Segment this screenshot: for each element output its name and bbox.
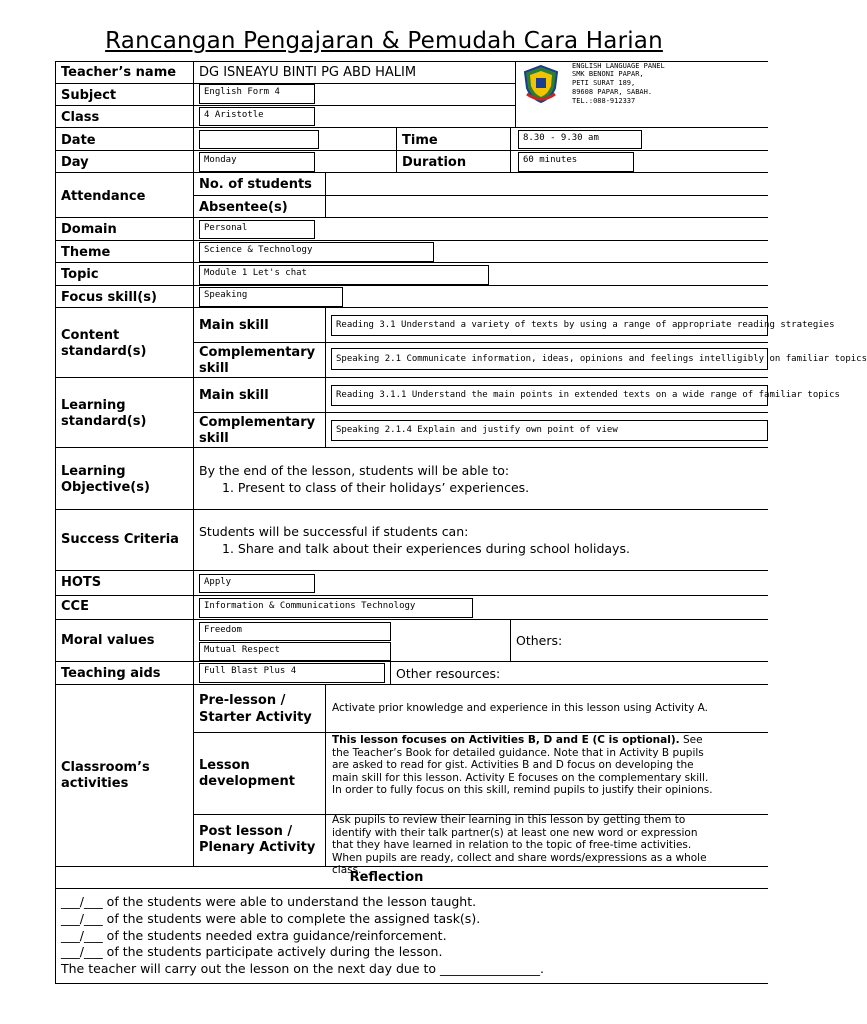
hots-field[interactable]: Apply bbox=[199, 574, 315, 593]
row-divider bbox=[55, 285, 768, 286]
content-standard-label-1: Content bbox=[61, 328, 120, 343]
column-divider bbox=[515, 61, 516, 128]
row-divider bbox=[193, 412, 768, 413]
class-label: Class bbox=[61, 110, 100, 125]
moral-values-label: Moral values bbox=[61, 633, 155, 648]
reflection-line-2: ___/___ of the students were able to complete the assigned task(s). bbox=[61, 911, 481, 926]
reflection-line-5: The teacher will carry out the lesson on the next day due to ________________. bbox=[61, 961, 544, 976]
hots-label: HOTS bbox=[61, 575, 102, 590]
success-item: 1. Share and talk about their experiences during school holidays. bbox=[222, 541, 630, 556]
moral-value-2[interactable]: Mutual Respect bbox=[199, 642, 391, 661]
topic-label: Topic bbox=[61, 267, 99, 282]
subject-label: Subject bbox=[61, 88, 117, 103]
domain-field[interactable]: Personal bbox=[199, 220, 315, 239]
page-title: Rancangan Pengajaran & Pemudah Cara Harian bbox=[105, 28, 663, 54]
po-box: PETI SURAT 189, bbox=[572, 79, 636, 87]
row-divider bbox=[55, 447, 768, 448]
school-name: SMK BENONI PAPAR, bbox=[572, 70, 644, 78]
classroom-activities-label-2: activities bbox=[61, 776, 129, 791]
objective-item: 1. Present to class of their holidays’ experiences. bbox=[222, 480, 530, 495]
column-divider bbox=[193, 61, 194, 866]
content-main-skill-field[interactable]: Reading 3.1 Understand a variety of texts by using a range of appropriate reading strategies bbox=[331, 315, 768, 336]
moral-value-1[interactable]: Freedom bbox=[199, 622, 391, 641]
lesson-development-details: See the Teacher’s Book for detailed guidance. Note that in Activity B pupils are asked to read for gist. Activities B and D focus on developing the main skill for this lesson. Activity E focuses on the complementary skill. In order to fully focus on this skill, remind pupils to justify their opinions. bbox=[332, 734, 713, 796]
reflection-line-1: ___/___ of the students were able to understand the lesson taught. bbox=[61, 894, 477, 909]
teaching-aids-field[interactable]: Full Blast Plus 4 bbox=[199, 663, 385, 683]
others-label: Others: bbox=[516, 633, 563, 648]
objective-intro: By the end of the lesson, students will be able to: bbox=[199, 463, 510, 478]
lesson-development-focus: This lesson focuses on Activities B, D and E (C is optional). bbox=[332, 734, 680, 746]
pre-lesson-label-2: Starter Activity bbox=[199, 710, 312, 725]
row-divider bbox=[55, 570, 768, 571]
success-intro: Students will be successful if students can: bbox=[199, 524, 469, 539]
table-border-left bbox=[55, 61, 56, 984]
absentee-label: Absentee(s) bbox=[199, 200, 288, 215]
focus-skill-label: Focus skill(s) bbox=[61, 290, 157, 305]
content-main-skill-label: Main skill bbox=[199, 318, 269, 333]
focus-skill-field[interactable]: Speaking bbox=[199, 287, 343, 307]
duration-field[interactable]: 60 minutes bbox=[518, 152, 634, 172]
panel-name: ENGLISH LANGUAGE PANEL bbox=[572, 62, 665, 70]
row-divider bbox=[193, 732, 768, 733]
day-field[interactable]: Monday bbox=[199, 152, 315, 172]
row-divider bbox=[55, 509, 768, 510]
row-divider bbox=[55, 150, 768, 151]
content-standard-label-2: standard(s) bbox=[61, 344, 147, 359]
row-divider bbox=[193, 195, 768, 196]
time-field[interactable]: 8.30 - 9.30 am bbox=[518, 130, 642, 149]
teaching-aids-label: Teaching aids bbox=[61, 666, 161, 681]
cce-field[interactable]: Information & Communications Technology bbox=[199, 598, 473, 618]
lesson-development-label-2: development bbox=[199, 774, 295, 789]
pre-lesson-text: Activate prior knowledge and experience in this lesson using Activity A. bbox=[332, 702, 709, 714]
row-divider bbox=[55, 888, 768, 889]
other-resources-label: Other resources: bbox=[396, 666, 501, 681]
domain-label: Domain bbox=[61, 222, 117, 237]
learning-comp-skill-label-2: skill bbox=[199, 431, 229, 446]
row-divider bbox=[55, 172, 768, 173]
duration-label: Duration bbox=[402, 155, 467, 170]
theme-field[interactable]: Science & Technology bbox=[199, 242, 434, 262]
post-lesson-label-1: Post lesson / bbox=[199, 824, 293, 839]
column-divider bbox=[396, 127, 397, 172]
learning-standard-label-1: Learning bbox=[61, 398, 126, 413]
content-comp-skill-label-1: Complementary bbox=[199, 345, 316, 360]
learning-comp-skill-label-1: Complementary bbox=[199, 415, 316, 430]
table-border-bottom bbox=[55, 983, 768, 984]
row-divider bbox=[55, 661, 768, 662]
reflection-heading: Reflection bbox=[349, 870, 424, 885]
post-lesson-label-2: Plenary Activity bbox=[199, 840, 316, 855]
teacher-value: DG ISNEAYU BINTI PG ABD HALIM bbox=[199, 65, 417, 80]
row-divider bbox=[193, 342, 768, 343]
learning-comp-skill-field[interactable]: Speaking 2.1.4 Explain and justify own point of view bbox=[331, 420, 768, 441]
row-divider bbox=[55, 127, 768, 128]
pre-lesson-label-1: Pre-lesson / bbox=[199, 693, 286, 708]
school-address: 89608 PAPAR, SABAH. bbox=[572, 88, 653, 96]
learning-main-skill-label: Main skill bbox=[199, 388, 269, 403]
objective-label-1: Learning bbox=[61, 464, 126, 479]
column-divider bbox=[325, 307, 326, 447]
row-divider bbox=[55, 217, 768, 218]
theme-label: Theme bbox=[61, 245, 111, 260]
row-divider bbox=[55, 619, 768, 620]
row-divider bbox=[55, 105, 515, 106]
date-field[interactable] bbox=[199, 130, 319, 149]
classroom-activities-label-1: Classroom’s bbox=[61, 760, 150, 775]
day-label: Day bbox=[61, 155, 89, 170]
post-lesson-text: Ask pupils to review their learning in this lesson by getting them to identify with their talk partner(s) at least one new word or expression that they have learned in relation to the topic of free-time activities. When pupils are ready, collect and share words/expressions as a whole class. bbox=[332, 814, 707, 876]
row-divider bbox=[55, 595, 768, 596]
content-comp-skill-label-2: skill bbox=[199, 361, 229, 376]
subject-field[interactable]: English Form 4 bbox=[199, 84, 315, 104]
row-divider bbox=[55, 684, 768, 685]
school-phone: TEL.:088-912337 bbox=[572, 97, 636, 105]
column-divider bbox=[510, 619, 511, 661]
row-divider bbox=[55, 377, 768, 378]
row-divider bbox=[55, 307, 768, 308]
objective-label-2: Objective(s) bbox=[61, 480, 150, 495]
column-divider bbox=[325, 684, 326, 866]
row-divider bbox=[55, 240, 768, 241]
success-criteria-label: Success Criteria bbox=[61, 532, 179, 547]
column-divider bbox=[325, 172, 326, 217]
cce-label: CCE bbox=[61, 599, 89, 614]
teacher-label: Teacher’s name bbox=[61, 65, 177, 80]
lesson-development-text bbox=[332, 734, 718, 797]
reflection-line-4: ___/___ of the students participate actively during the lesson. bbox=[61, 944, 443, 959]
column-divider bbox=[510, 127, 511, 172]
attendance-label: Attendance bbox=[61, 189, 146, 204]
row-divider bbox=[55, 262, 768, 263]
column-divider bbox=[390, 661, 391, 684]
learning-main-skill-field[interactable]: Reading 3.1.1 Understand the main points in extended texts on a wide range of familiar topics bbox=[331, 385, 768, 406]
reflection-line-3: ___/___ of the students needed extra guidance/reinforcement. bbox=[61, 928, 447, 943]
topic-field[interactable]: Module 1 Let's chat bbox=[199, 265, 489, 285]
content-comp-skill-field[interactable]: Speaking 2.1 Communicate information, ideas, opinions and feelings intelligibly on familiar topics bbox=[331, 348, 768, 370]
school-crest-logo bbox=[521, 64, 561, 104]
no-students-label: No. of students bbox=[199, 177, 312, 192]
lesson-development-label-1: Lesson bbox=[199, 758, 250, 773]
class-field[interactable]: 4 Aristotle bbox=[199, 107, 315, 126]
time-label: Time bbox=[402, 133, 438, 148]
learning-standard-label-2: standard(s) bbox=[61, 414, 147, 429]
date-label: Date bbox=[61, 133, 96, 148]
